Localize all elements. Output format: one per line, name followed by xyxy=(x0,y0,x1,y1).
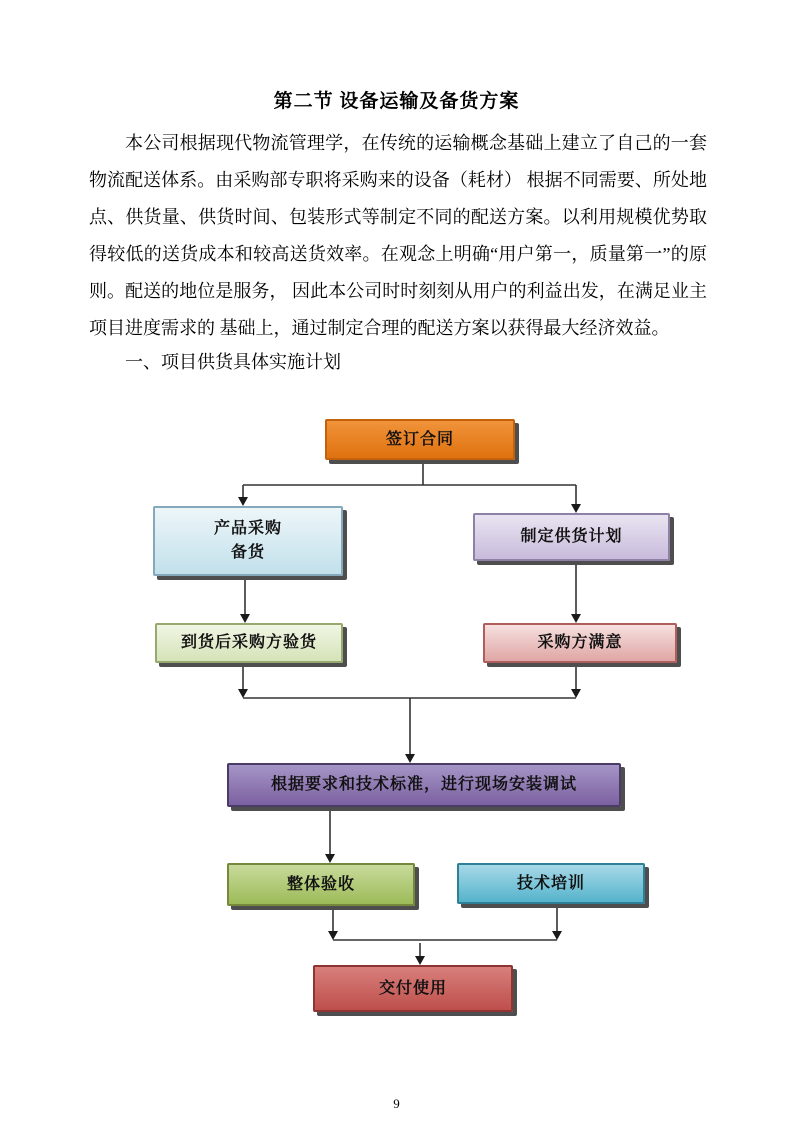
flow-node-label: 制定供货计划 xyxy=(520,528,623,545)
flow-node-label: 到货后采购方验货 xyxy=(180,634,317,651)
flow-node-buyer-satisfied xyxy=(483,623,677,663)
flow-node-label: 技术培训 xyxy=(516,874,585,892)
flow-node-label: 根据要求和技术标准，进行现场安装调试 xyxy=(270,776,577,793)
arrowhead xyxy=(325,854,335,863)
edge-sign-contract-split xyxy=(238,457,581,513)
arrowhead xyxy=(552,931,562,940)
body-paragraph: 本公司根据现代物流管理学，在传统的运输概念基础上建立了自己的一套物流配送体系。由采购部专职将采购来的设备（耗材） 根据不同需要、所处地点、供货量、供货时间、包装形式等制定不同的配送方案。以利用规模优势取得较低的送货成本和较高送货效率。在观念上明确“用户第一，质量第一”的原则。配送的地位是服务， 因此本公司时时刻刻从用户的利益出发，在满足业主项目进度需求的 基础上，通过制定合理的配送方案以获得最大经济效益。 xyxy=(89,133,707,338)
arrowhead xyxy=(238,497,248,506)
flow-node-buyer-inspection xyxy=(155,623,343,663)
section-heading: 一、项目供货具体实施计划 xyxy=(125,352,341,372)
flow-node-product-procurement xyxy=(153,506,343,576)
page-number: 9 xyxy=(393,1096,400,1111)
arrowhead xyxy=(238,689,248,698)
flow-node-label: 交付使用 xyxy=(378,979,447,997)
arrowhead xyxy=(405,754,415,763)
flow-node-label: 采购方满意 xyxy=(537,634,623,651)
arrowhead xyxy=(328,931,338,940)
flow-node-technical-training xyxy=(457,863,645,904)
flow-node-label: 备货 xyxy=(230,544,265,561)
flow-node-label: 产品采购 xyxy=(213,520,282,537)
page-title: 第二节 设备运输及备货方案 xyxy=(273,91,520,112)
flowchart xyxy=(0,410,793,1022)
arrowhead xyxy=(571,504,581,513)
edge-merge-to-delivery xyxy=(328,900,562,965)
flow-node-overall-acceptance xyxy=(227,863,415,906)
arrowhead xyxy=(571,689,581,698)
edge-procurement-to-inspection xyxy=(240,572,250,623)
edge-supply-plan-to-satisfied xyxy=(571,557,581,623)
flow-node-label: 签订合同 xyxy=(385,430,454,448)
flow-node-sign-contract xyxy=(325,419,515,460)
arrowhead xyxy=(415,956,425,965)
flow-node-installation xyxy=(227,763,621,807)
flow-node-label: 整体验收 xyxy=(286,875,355,893)
flow-node-supply-plan xyxy=(473,513,670,561)
arrowhead xyxy=(571,614,581,623)
edge-merge-to-installation xyxy=(238,658,581,763)
flowchart-connectors xyxy=(0,410,793,1022)
arrowhead xyxy=(240,614,250,623)
edge-installation-to-acceptance xyxy=(325,802,335,863)
flow-node-delivery xyxy=(313,965,513,1012)
